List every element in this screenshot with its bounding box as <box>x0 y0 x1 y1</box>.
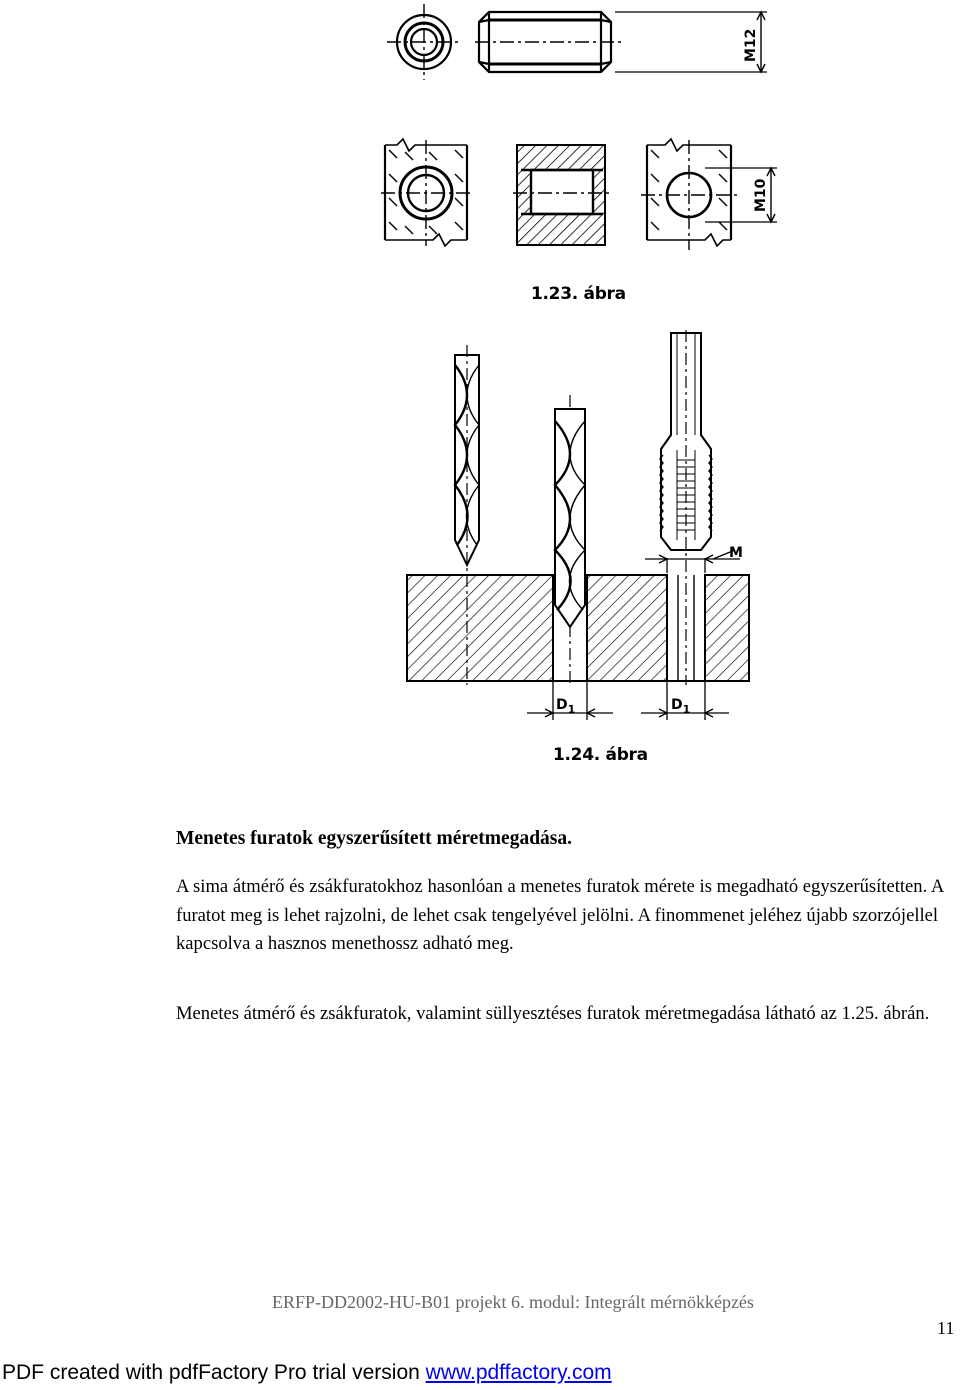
dim-m-leader <box>645 550 740 573</box>
dim-label-m: M <box>729 545 743 561</box>
section-heading: Menetes furatok egyszerűsített méretmegadása. <box>176 828 573 849</box>
pdffactory-link[interactable]: www.pdffactory.com <box>425 1361 612 1384</box>
figure-1-24-drilling-and-tapping <box>395 325 775 725</box>
nut-end-view <box>381 139 473 246</box>
drill-bit-center <box>555 409 585 627</box>
dim-label-m10: M10 <box>753 178 769 212</box>
pdf-trial-banner <box>2 1361 612 1385</box>
figure-caption-1-23: 1.23. ábra <box>531 284 626 304</box>
dim-label-m12: M12 <box>743 28 759 62</box>
bolt-end-view <box>387 4 461 80</box>
footer-project-line: ERFP-DD2002-HU-B01 projekt 6. modul: Integrált mérnökképzés <box>272 1292 754 1312</box>
figure-1-23-threaded-hole-drawings <box>375 0 795 270</box>
pdf-trial-text: PDF created with pdfFactory Pro trial version <box>2 1361 426 1384</box>
dim-label-d1-right: $D_1$ <box>671 697 691 716</box>
body-paragraph-1: A sima átmérő és zsákfuratokhoz hasonlóan a menetes furatok mérete is megadható egyszerűsítetten. A furatot meg is lehet rajzolni, de lehet csak tengelyével jelölni. A finommenet jeléhez újabb szorzójellel kapcsolva a hasznos menethossz adható meg. <box>176 876 944 954</box>
page-number: 11 <box>937 1318 955 1338</box>
body-paragraph-2: Menetes átmérő és zsákfuratok, valamint süllyesztéses furatok méretmegadása látható az 1.25. ábrán. <box>176 1003 930 1024</box>
dim-label-d1-left: $D_1$ <box>556 697 576 716</box>
figure-caption-1-24: 1.24. ábra <box>553 745 648 765</box>
nut-section-view <box>513 145 611 245</box>
bolt-side-view <box>475 12 767 72</box>
